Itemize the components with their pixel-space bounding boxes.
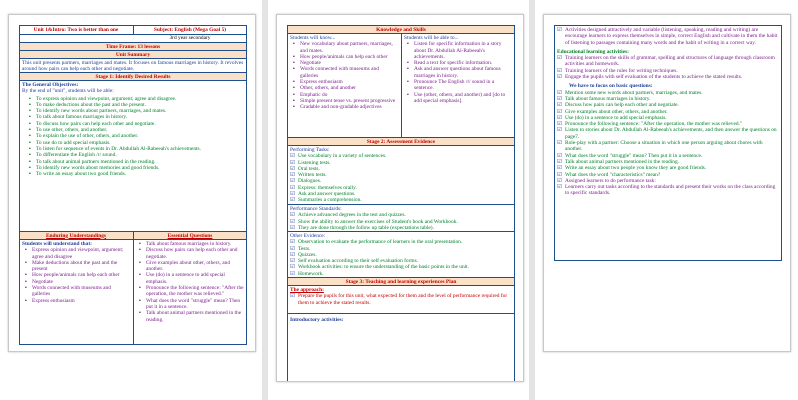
list-item: ☑ Listen to stories about Dr. Abdullah Al-Rabeeah's achievements, and then answer the questions on page7. [557,127,779,140]
list-item: ▪ To express opinion and viewpoint, argument; agree and disagree. [28,96,244,102]
list-item: ▪ To identify new words about partners, marriages, and mates. [28,108,244,114]
stage2-row [288,138,514,146]
list-item: ▪ To listen for sequence of events in Dr. Abdullah Al-Rabeeah's achievements. [28,146,244,152]
stage1-row [20,73,246,81]
list-item: ☑ Oral tests. [290,166,512,172]
list-item: ▪ Use (other, others, and another) and [do to add special emphasis]. [406,92,512,105]
standards-section [288,205,514,232]
document-page-1 [8,14,256,352]
list-item: ▪ To use other, others, and another. [28,127,244,133]
top-list [555,26,781,46]
ks-header-row [288,26,514,34]
edu-title: Educational learning activities: [557,48,629,55]
able-intro: Students will be able to... [404,35,459,41]
focus-list [555,90,781,197]
list-item: ☑ Pronounce the following sentence: "After the operation, the mother was relieved." [557,121,779,127]
time-frame-row [20,43,246,51]
eu-title: Enduring Understandings [45,232,107,239]
know-intro: Students will know... [290,35,336,41]
list-item: ☑ Quizzes. [290,252,512,258]
list-item: ☑ Engage the pupils with self evaluation of the students to achieve the stated results. [557,74,779,80]
list-item: ☑ Observation to evaluate the performance of learners in the oral presentation. [290,239,512,245]
list-item: ☑ Training learners of the rules for writing techniques. [557,68,779,74]
able-column [402,34,514,104]
list-item: ☑ Training learners on the skills of grammar, spelling and structures of language through classroom activities and homework. [557,55,779,68]
eu-intro: Students will understand that: [22,241,92,247]
subject-title: Subject: English (Mega Goal 5) [153,27,227,33]
list-item: ▪ To explain the use of other, others, and another. [28,133,244,139]
objectives-section [20,81,246,232]
list-item: ▪ To make deductions about the past and the present. [28,102,244,108]
list-item: ▪ Make deductions about the past and the present [24,260,130,273]
list-item: ☑ Summaries a comprehension. [290,197,512,203]
list-item: ☑ Prepare the pupils for this unit, what expected for them and the level of performance required for them to achieve the stated results. [290,293,512,306]
summary-title: Unit Summary [115,51,151,58]
list-item: ▪ Negotiate [24,279,130,285]
list-item: ▪ To talk about animal partners mentioned in the reading. [28,159,244,165]
list-item: ☑ Listening tests. [290,160,512,166]
focus-title: We have to focus on basic questions: [569,83,653,90]
list-item: ☑ What does the word "struggle" mean? Then put it in a sentence. [557,153,779,159]
list-item: ☑ Activities designed attractively and variable (listening, speaking, reading and writing) are encourage learners to express themselves in simple, correct English and cultivate in them the habit of listening to passages containing many words and the habit of writing in a correct way. [557,27,779,46]
eq-list [134,240,246,323]
list-item: ▪ To talk about famous marriages in history. [28,114,244,120]
year-row [20,35,246,43]
page-gutter [529,0,535,400]
list-item: ▪ Pronounce The English /r/ sound in a sentence. [406,79,512,92]
other-evidence-section [288,232,514,278]
list-item: ▪ Discuss how pairs can help each other and negotiate. [138,247,244,260]
stage1-title: Stage 1: Identify Desired Results [95,73,171,80]
approach-list [288,293,514,306]
objectives-title: The General Objectives: [22,82,79,88]
list-item: ▪ Words connected with museums and galleries [24,285,130,298]
time-frame: Time Frame: 13 lessons [105,43,161,50]
list-item: ▪ Express enthusiasm [24,298,130,304]
list-item: ▪ Listen for specific information in a story about Dr. Abdullah Al-Rabeeah's achievements. [406,41,512,60]
tasks-title: Performing Tasks: [290,147,330,153]
unit-title: Unit 1&Intro: Two is better than one [33,27,119,33]
list-item: ☑ Talk about famous marriages in history. [557,96,779,102]
list-item: ☑ Written tests. [290,172,512,178]
list-item: ▪ Emphatic do [292,92,398,98]
list-item: ☑ Write an essay about two people you know they are good friends. [557,165,779,171]
summary-row [20,59,246,73]
list-item: ☑ Tests. [290,246,512,252]
list-item: ▪ New vocabulary about partners, marriages, and mates. [292,41,398,54]
objectives-list [20,95,246,178]
list-item: ▪ Gradable and non-gradable adjectives [292,104,398,110]
other-list [288,239,514,277]
stage2-title: Stage 2: Assessment Evidence [366,138,436,145]
list-item: ☑ Discuss how pairs can help each other and negotiate. [557,102,779,108]
unit-row [20,26,246,35]
list-item: ☑ Role-play with a partner: Choose a situation in which one person arguing about chores with another. [557,140,779,153]
list-item: ▪ Give examples about other, others, and another. [138,260,244,273]
eq-column [134,240,246,323]
ks-section [288,34,514,138]
lesson-plan-table [19,25,247,345]
ks-title: Knowledge and Skills [376,26,426,33]
summary-header-row [20,51,246,59]
stage3-title: Stage 3: Teaching and learning experiences Plan [345,278,457,285]
other-title: Other Evidence: [290,233,326,239]
list-item: ▪ Other, others, and another [292,85,398,91]
list-item: ▪ To use do to add special emphasis. [28,140,244,146]
list-item: ☑ Mention some new words about partners, marriages, and mates. [557,90,779,96]
list-item: ☑ Show the ability to answer the exercises of Student's book and Workbook. [290,219,512,225]
list-item: ▪ To identify new words about memories and good friends. [28,165,244,171]
tasks-section [288,146,514,205]
list-item: ▪ Express enthusiasm [292,79,398,85]
summary-text: This unit presents partners, marriages and mates. It focuses on famous marriages in history. It revolves around how pairs can help each other and negotiate. [22,60,244,73]
page-gutter [262,0,268,400]
lesson-plan-table-3 [554,25,782,261]
list-item: ☑ Dialogues. [290,178,512,184]
list-item: ☑ What does the word "characteristics" mean? [557,172,779,178]
intro-activities-title: Introductory activities: [290,317,344,323]
list-item: ☑ Use (do) in a sentence to add special emphasis. [557,115,779,121]
list-item: ☑ Achieve advanced degrees in the test and quizzes. [290,212,512,218]
list-item: ☑ Express: themselves orally. [290,185,512,191]
approach-title: The approach: [290,287,324,293]
list-item: ▪ To discuss how pairs can help each other and negotiate. [28,121,244,127]
list-item: ▪ To differentiate the English /r/ sound. [28,152,244,158]
standards-list [288,212,514,231]
list-item: ▪ Express opinion and viewpoint, argument; agree and disagree [24,247,130,260]
list-item: ☑ Ask and answer questions. [290,191,512,197]
list-item: ▪ Ask and answer questions about famous marriages in history. [406,66,512,79]
lesson-plan-table-2 [287,25,515,382]
list-item: ▪ Talk about animal partners mentioned in the reading. [138,310,244,323]
list-item: ▪ Talk about famous marriages in history. [138,241,244,247]
eu-eq-header-row [20,232,246,240]
tasks-list [288,153,514,203]
able-list [402,41,514,104]
document-page-2 [276,14,524,382]
approach-section [288,286,514,314]
eu-eq-body [20,240,246,344]
list-item: ☑ They are done through the follow up table (expectations table). [290,225,512,231]
list-item: ▪ Pronounce the following sentence: "After the operation, the mother was relieved." [138,285,244,298]
list-item: ▪ Use (do) in a sentence to add special emphasis. [138,272,244,285]
list-item: ☑ Assigned learners to do performance task: [557,178,779,184]
list-item: ▪ Read a text for specific information. [406,60,512,66]
year-label: 3rd year secondary [169,35,211,41]
list-item: ☑ Talk about animal partners mentioned in the reading. [557,159,779,165]
list-item: ☑ Workbook activities: to ensure the understanding of the basic points in the unit. [290,264,512,270]
list-item: ☑ Homework. [290,271,512,277]
eu-column [20,240,132,304]
eu-list [20,247,132,304]
eq-title: Essential Questions [167,232,213,239]
list-item: ▪ How people/animals can help each other [24,272,130,278]
objectives-intro: By the end of "unit", students will be able: [22,88,114,95]
standards-title: Performance Standards: [290,206,342,212]
list-item: ▪ To write an essay about two good friends. [28,171,244,177]
list-item: ☑ Learners carry out tasks according to the standards and present their works on the class according to specific standards. [557,184,779,197]
edu-list [555,55,781,80]
list-item: ☑ Give examples about other, others, and another. [557,109,779,115]
list-item: ▪ How people/animals can help each other [292,54,398,60]
list-item: ▪ What does the word "struggle" mean? Then put it in a sentence. [138,298,244,311]
stage3-row [288,278,514,286]
list-item: ☑ Self evaluation according to their self evaluation forms. [290,258,512,264]
list-item: ▪ Simple present tense vs. present progressive [292,98,398,104]
list-item: ☑ Use vocabulary in a variety of sentences. [290,153,512,159]
list-item: ▪ Negotiate [292,60,398,66]
document-page-3 [543,14,791,352]
know-column [288,34,400,111]
know-list [288,41,400,110]
list-item: ▪ Words connected with museums and galleries [292,66,398,79]
